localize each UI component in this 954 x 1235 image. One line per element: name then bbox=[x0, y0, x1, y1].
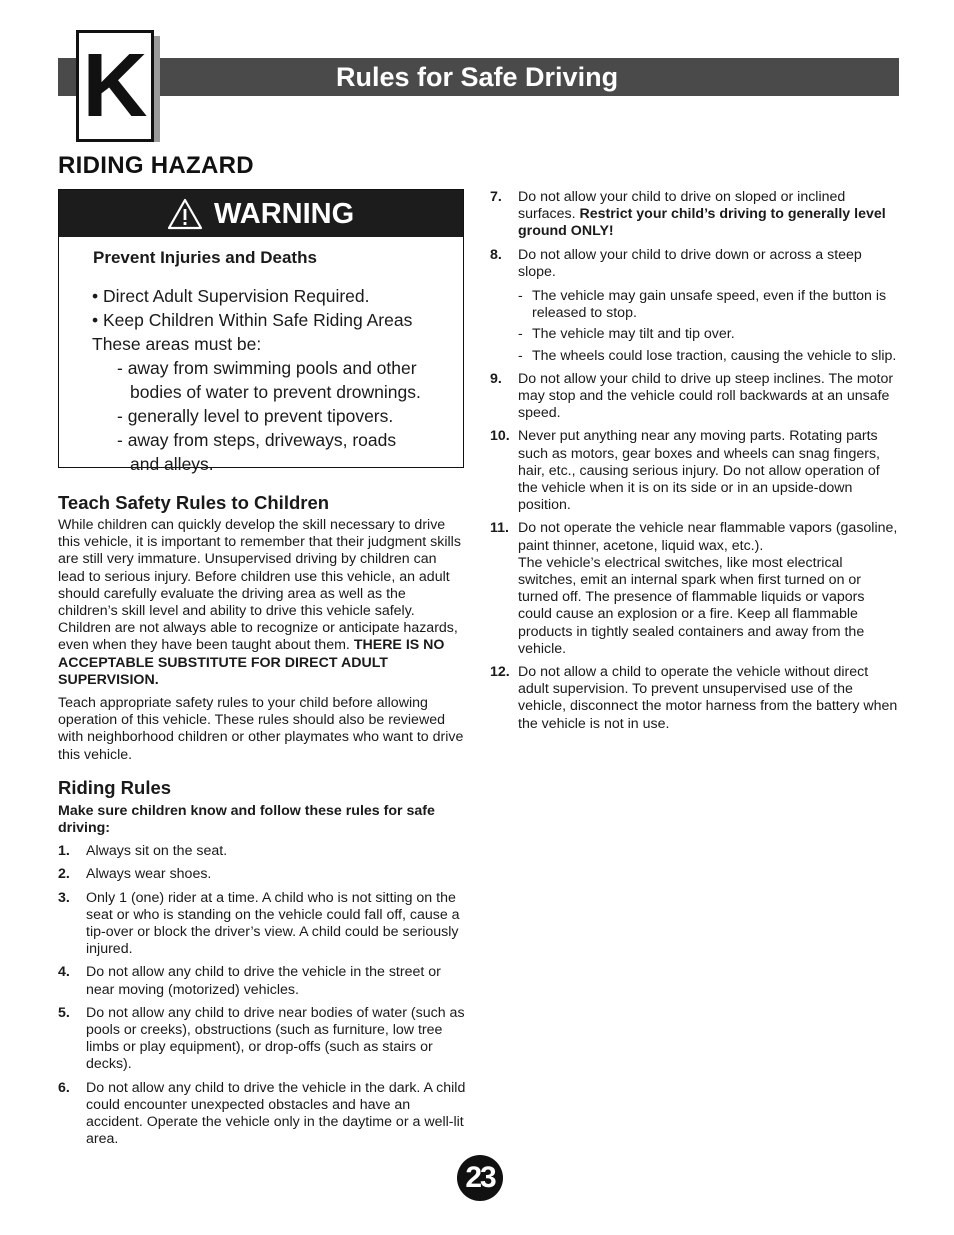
rule-item bbox=[58, 1080, 466, 1149]
rule-text: Do not allow your child to drive up steep inclines. The motor may stop and the vehicle could roll backwards at an unsafe speed. bbox=[518, 370, 894, 422]
rule-text: Do not allow any child to drive the vehicle in the street or near moving (motorized) vehicles. bbox=[86, 964, 441, 998]
teach-text: While children can quickly develop the skill necessary to drive this vehicle, it is important to remember that their judgment skills are still very immature. Unsupervised driving by children can lead to serious injury. Before children use this vehicle, an adult should carefully evaluate the driving area as well as the children’s skill level and ability to drive this vehicle safely. Children are not always able to recognize or anticipate hazards, even when they have been taught about them. bbox=[58, 517, 461, 654]
right-column bbox=[490, 189, 898, 733]
warning-subtitle: Prevent Injuries and Deaths bbox=[93, 248, 317, 267]
rule-item bbox=[490, 428, 898, 514]
rule-item bbox=[490, 189, 898, 241]
rule-text: Never put anything near any moving parts. Rotating parts such as motors, gear boxes and wheels can snag fingers, hair, etc., causing serious injury. Do not allow operation of the vehicle when it is on its side or in an upside-down position. bbox=[518, 428, 880, 514]
riding-rules-intro: Make sure children know and follow these rules for safe driving: bbox=[58, 802, 435, 837]
warning-area-item: and alleys. bbox=[130, 454, 214, 474]
teach-paragraph: Teach appropriate safety rules to your child before allowing operation of this vehicle. These rules should also be reviewed with neighborhood children or other playmates who want to drive this vehicle. bbox=[58, 695, 464, 763]
section-tab bbox=[76, 30, 154, 142]
rule-number: 4. bbox=[58, 964, 70, 981]
rule-number: 12. bbox=[490, 664, 510, 681]
rule-text: Do not allow any child to drive near bodies of water (such as pools or creeks), obstructions (such as furniture, low tree limbs or play equipment), or drop-offs (such as stairs or decks). bbox=[86, 1004, 465, 1073]
rule-text: Do not allow any child to drive the vehicle in the dark. A child could encounter unexpected obstacles and have an accident. Operate the vehicle only in the daytime or a well-lit area. bbox=[86, 1079, 466, 1148]
rule-sub-item bbox=[490, 326, 898, 343]
rule-sub-item bbox=[490, 288, 898, 322]
rule-number: 10. bbox=[490, 428, 510, 445]
rule-text: Always sit on the seat. bbox=[86, 843, 228, 860]
warning-area-item: bodies of water to prevent drownings. bbox=[130, 382, 421, 402]
rule-number: 8. bbox=[490, 246, 502, 263]
rule-number: 6. bbox=[58, 1079, 70, 1096]
warning-area-item: - generally level to prevent tipovers. bbox=[117, 406, 394, 426]
warning-bullet: • Direct Adult Supervision Required. bbox=[92, 286, 370, 306]
rule-item bbox=[58, 866, 466, 883]
rule-text: Do not allow a child to operate the vehicle without direct adult supervision. To prevent unsupervised use of the vehicle, disconnect the motor harness from the battery when the vehicle is not in use. bbox=[518, 664, 898, 732]
rule-item bbox=[58, 890, 466, 959]
warning-label: WARNING bbox=[214, 198, 355, 230]
warning-bullet: • Keep Children Within Safe Riding Areas bbox=[92, 310, 413, 330]
warning-header bbox=[59, 190, 463, 237]
rule-number: 11. bbox=[490, 520, 509, 537]
rule-item bbox=[58, 1005, 466, 1074]
teach-heading: Teach Safety Rules to Children bbox=[58, 492, 330, 513]
rule-bold-text: Restrict your child’s driving to generally level ground ONLY! bbox=[518, 206, 886, 240]
left-column bbox=[58, 492, 466, 1149]
rule-number: 7. bbox=[490, 189, 502, 205]
sub-dash: - bbox=[518, 326, 523, 343]
rule-item bbox=[58, 964, 466, 998]
warning-box bbox=[58, 189, 464, 474]
rule-number: 2. bbox=[58, 866, 70, 883]
warning-body bbox=[92, 284, 464, 476]
rule-item bbox=[490, 371, 898, 423]
rule-text: Always wear shoes. bbox=[86, 866, 212, 883]
sub-text: The vehicle may tilt and tip over. bbox=[532, 326, 735, 343]
rule-item bbox=[490, 664, 898, 733]
page-number-badge: 23 bbox=[457, 1155, 503, 1201]
rule-number: 9. bbox=[490, 370, 502, 387]
rule-text: The vehicle’s electrical switches, like most electrical switches, emit an internal spark when first turned on or turned off. The presence of flammable liquids or vapors could cause an explosion or a fire. Keep all flammable products in tightly sealed containers and away from the vehicle. bbox=[518, 554, 865, 657]
warning-area-item: - away from steps, driveways, roads bbox=[117, 430, 397, 450]
rule-item bbox=[58, 843, 466, 860]
sub-dash: - bbox=[518, 288, 523, 305]
rule-text: Only 1 (one) rider at a time. A child who is not sitting on the seat or who is standing on the vehicle could fall off, cause a tip-over or block the driver’s view. A child could be seriously injured. bbox=[86, 889, 460, 958]
teach-paragraph bbox=[58, 517, 466, 689]
rule-number: 5. bbox=[58, 1004, 70, 1021]
riding-rules-heading: Riding Rules bbox=[58, 776, 172, 798]
rule-text: Do not operate the vehicle near flammable vapors (gasoline, paint thinner, acetone, liquid wax, etc.). bbox=[518, 520, 898, 554]
section-letter: K bbox=[82, 36, 148, 136]
warning-areas-intro: These areas must be: bbox=[92, 334, 262, 354]
sub-dash: - bbox=[518, 347, 523, 364]
rule-number: 3. bbox=[58, 889, 70, 906]
teach-bold-text: THERE IS NO ACCEPTABLE SUBSTITUTE FOR DIRECT ADULT SUPERVISION. bbox=[58, 637, 445, 688]
rule-number: 1. bbox=[58, 843, 70, 860]
rule-text: Do not allow your child to drive down or across a steep slope. bbox=[518, 246, 862, 280]
warning-triangle-icon bbox=[167, 198, 203, 230]
rule-sub-item bbox=[490, 348, 898, 365]
page-title: Rules for Safe Driving bbox=[336, 62, 619, 92]
rule-item bbox=[490, 247, 898, 281]
warning-area-item: - away from swimming pools and other bbox=[117, 358, 417, 378]
sub-text: The wheels could lose traction, causing the vehicle to slip. bbox=[532, 347, 897, 364]
sub-text: The vehicle may gain unsafe speed, even if the button is released to stop. bbox=[532, 288, 887, 322]
rule-item bbox=[490, 520, 898, 658]
hazard-heading: RIDING HAZARD bbox=[58, 152, 254, 179]
rule-text: Do not allow your child to drive on sloped or inclined surfaces. bbox=[518, 189, 846, 223]
